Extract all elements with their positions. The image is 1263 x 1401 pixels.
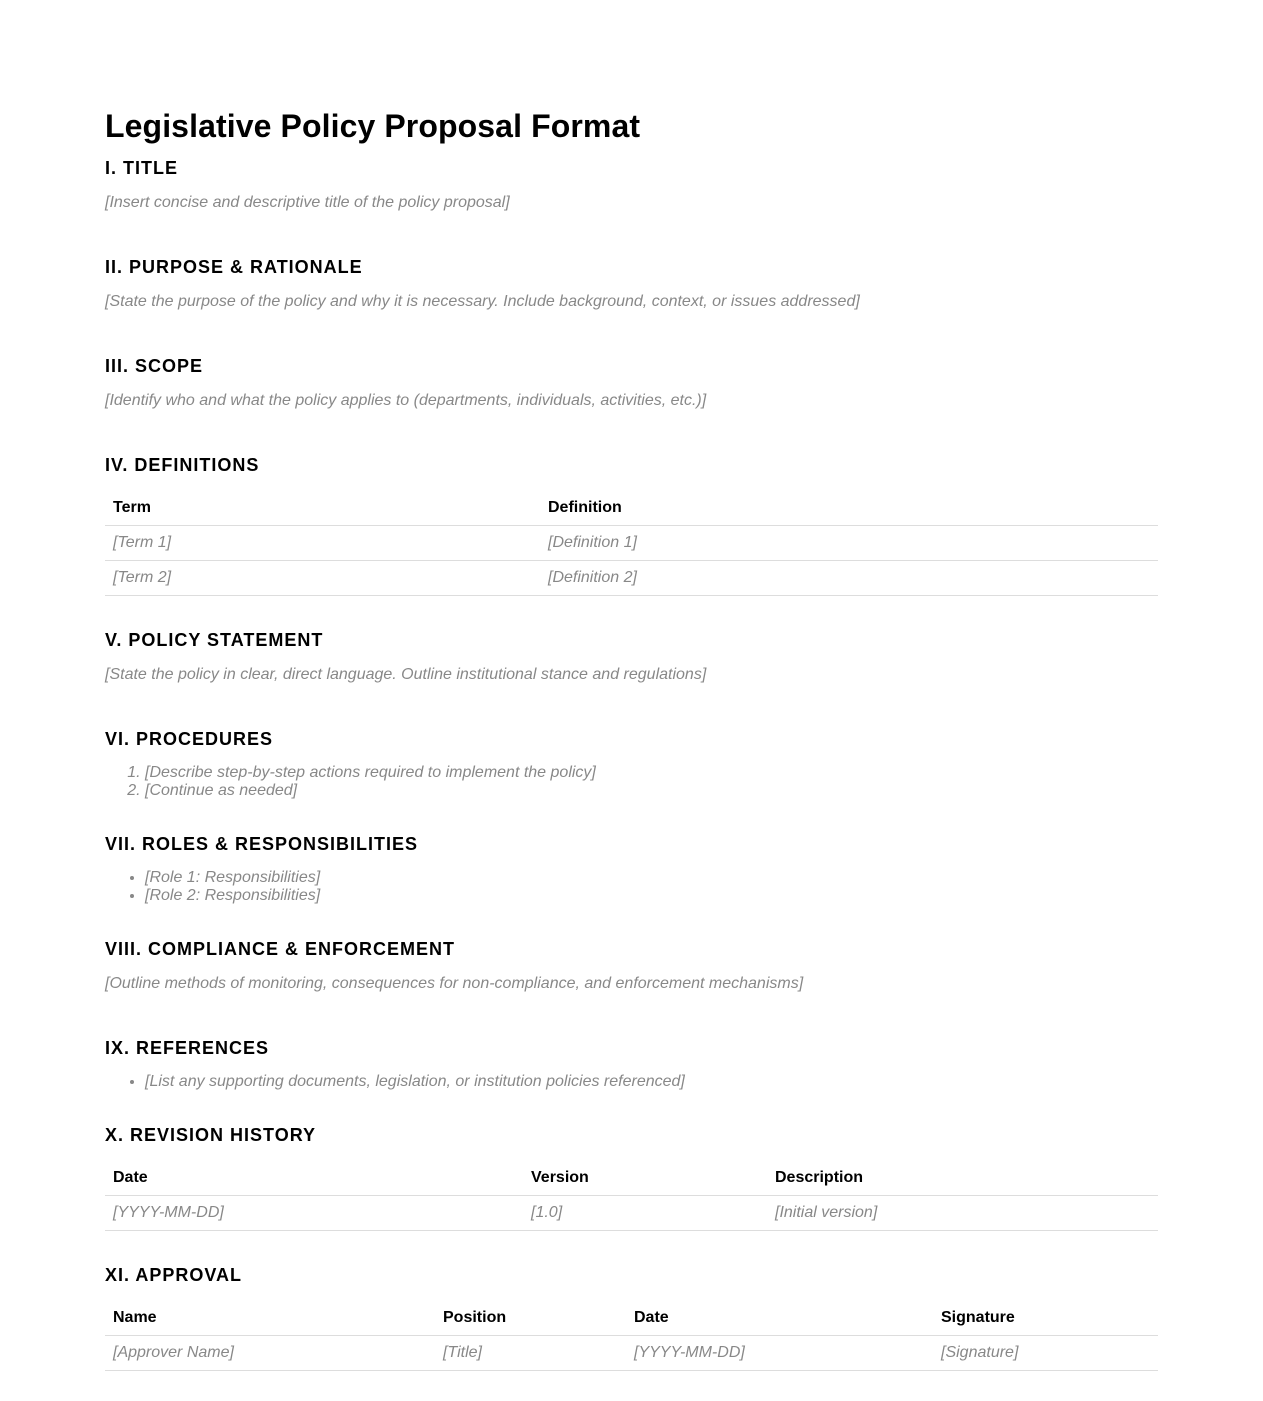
procedures-list [105, 764, 1158, 800]
column-header-signature: Signature [933, 1301, 1158, 1336]
table-cell: [Title] [435, 1336, 626, 1371]
column-header-position: Position [435, 1301, 626, 1336]
table-header-row [105, 1301, 1158, 1336]
section-scope [105, 355, 1158, 411]
section-heading-revision-history: X. REVISION HISTORY [105, 1125, 317, 1145]
section-heading-procedures: VI. PROCEDURES [105, 729, 274, 749]
section-references [105, 1037, 1158, 1091]
revision-history-table [105, 1161, 1158, 1231]
document-title: Legislative Policy Proposal Format [105, 108, 641, 144]
section-procedures [105, 728, 1158, 800]
references-list [105, 1073, 1158, 1091]
section-heading-approval: XI. APPROVAL [105, 1265, 243, 1285]
table-row [105, 1336, 1158, 1371]
table-cell: [Approver Name] [105, 1336, 435, 1371]
column-header-name: Name [105, 1301, 435, 1336]
table-header-row [105, 1161, 1158, 1196]
table-row [105, 561, 1158, 596]
table-cell: [YYYY-MM-DD] [105, 1196, 523, 1231]
list-item: • [Role 1: Responsibilities] [145, 869, 1158, 887]
column-header-term: Term [105, 491, 540, 526]
column-header-date: Date [105, 1161, 523, 1196]
compliance-placeholder: [Outline methods of monitoring, consequences for non-compliance, and enforcement mechanisms] [105, 975, 804, 992]
column-header-description: Description [767, 1161, 1158, 1196]
section-heading-roles: VII. ROLES & RESPONSIBILITIES [105, 834, 419, 854]
section-approval [105, 1264, 1158, 1371]
column-header-date: Date [626, 1301, 933, 1336]
table-row [105, 526, 1158, 561]
section-heading-references: IX. REFERENCES [105, 1038, 270, 1058]
section-heading-title: I. TITLE [105, 158, 178, 178]
list-item: • [Role 2: Responsibilities] [145, 887, 1158, 905]
roles-list [105, 869, 1158, 905]
table-cell: [Term 1] [105, 526, 540, 561]
section-policy-statement [105, 629, 1158, 685]
column-header-definition: Definition [540, 491, 1158, 526]
column-header-version: Version [523, 1161, 767, 1196]
table-cell: [Term 2] [105, 561, 540, 596]
table-cell: [Definition 1] [540, 526, 1158, 561]
purpose-placeholder: [State the purpose of the policy and why it is necessary. Include background, context, or issues addressed] [105, 293, 860, 310]
section-heading-scope: III. SCOPE [105, 356, 204, 376]
section-heading-purpose: II. PURPOSE & RATIONALE [105, 257, 363, 277]
section-heading-compliance: VIII. COMPLIANCE & ENFORCEMENT [105, 939, 456, 959]
table-cell: [YYYY-MM-DD] [626, 1336, 933, 1371]
table-cell: [Signature] [933, 1336, 1158, 1371]
section-purpose [105, 256, 1158, 312]
scope-placeholder: [Identify who and what the policy applies to (departments, individuals, activities, etc.)] [105, 392, 707, 409]
table-cell: [Initial version] [767, 1196, 1158, 1231]
list-item: 1. [Describe step-by-step actions required to implement the policy] [145, 764, 1158, 782]
definitions-table [105, 491, 1158, 596]
title-placeholder: [Insert concise and descriptive title of the policy proposal] [105, 194, 510, 211]
section-revision-history [105, 1124, 1158, 1231]
section-heading-policy-statement: V. POLICY STATEMENT [105, 630, 324, 650]
section-heading-definitions: IV. DEFINITIONS [105, 455, 260, 475]
list-item: 2. [Continue as needed] [145, 782, 1158, 800]
section-compliance [105, 938, 1158, 994]
section-roles [105, 833, 1158, 905]
table-row [105, 1196, 1158, 1231]
section-definitions [105, 454, 1158, 596]
table-header-row [105, 491, 1158, 526]
section-title [105, 157, 1158, 213]
document-page [105, 0, 1158, 1371]
list-item: • [List any supporting documents, legislation, or institution policies referenced] [145, 1073, 1158, 1091]
table-cell: [Definition 2] [540, 561, 1158, 596]
approval-table [105, 1301, 1158, 1371]
table-cell: [1.0] [523, 1196, 767, 1231]
policy-statement-placeholder: [State the policy in clear, direct language. Outline institutional stance and regulations] [105, 666, 707, 683]
